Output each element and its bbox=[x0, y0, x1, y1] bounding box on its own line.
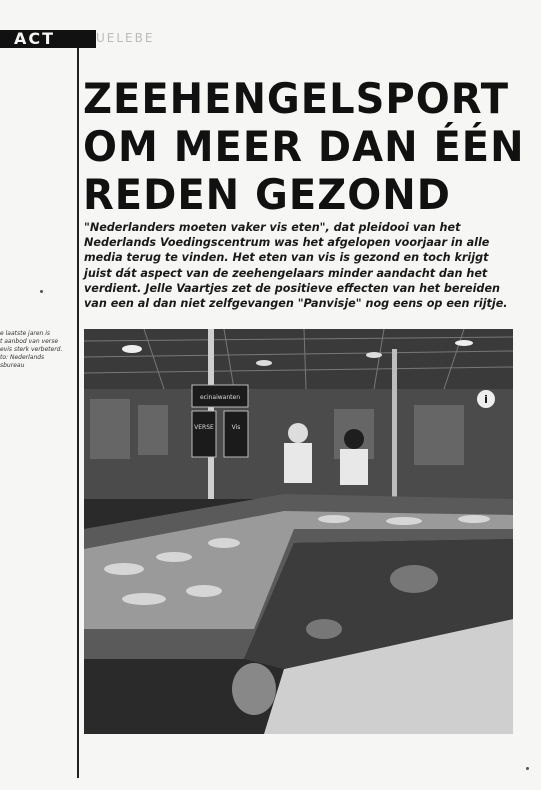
caption-line: sbureau bbox=[0, 362, 25, 369]
info-icon: i bbox=[484, 393, 488, 406]
scan-speck bbox=[40, 290, 43, 293]
section-label-faded: UELEBE bbox=[96, 31, 155, 45]
headline-line-1: ZEEHENGELSPORT bbox=[83, 74, 509, 124]
intro-paragraph: "Nederlanders moeten vaker vis eten", dat pleidooi van het Nederlands Voedingscentrum was het afgelopen voorjaar in alle media terug te vinden. Het eten van vis is gezond en toch krijgt juist dát aspect van de zeehengelaars minder aandacht dan het verdient. Jelle Vaartjes zet de positieve effecten van het bereiden van een al dan niet zelfgevangen "Panvisje" nog eens op een rijtje. bbox=[84, 221, 508, 311]
caption-line: t aanbod van verse bbox=[0, 338, 59, 345]
headline-line-2: OM MEER DAN ÉÉN bbox=[83, 122, 525, 172]
scan-speck bbox=[526, 767, 529, 770]
caption-line: evis sterk verbeterd. bbox=[0, 346, 63, 353]
caption-line: e laatste jaren is bbox=[0, 330, 51, 337]
sign-text: Vis bbox=[231, 424, 241, 431]
photo-caption bbox=[0, 330, 72, 370]
caption-line: to: Nederlands bbox=[0, 354, 45, 361]
headline-line-3: REDEN GEZOND bbox=[83, 170, 451, 220]
section-label: ACT bbox=[14, 29, 56, 48]
fish-counter-photo bbox=[84, 329, 513, 734]
sign-text: VERSE bbox=[194, 424, 214, 431]
sign-text: ecinaiwanten bbox=[199, 394, 241, 401]
photo-illustration bbox=[84, 329, 513, 734]
column-divider bbox=[77, 48, 79, 778]
